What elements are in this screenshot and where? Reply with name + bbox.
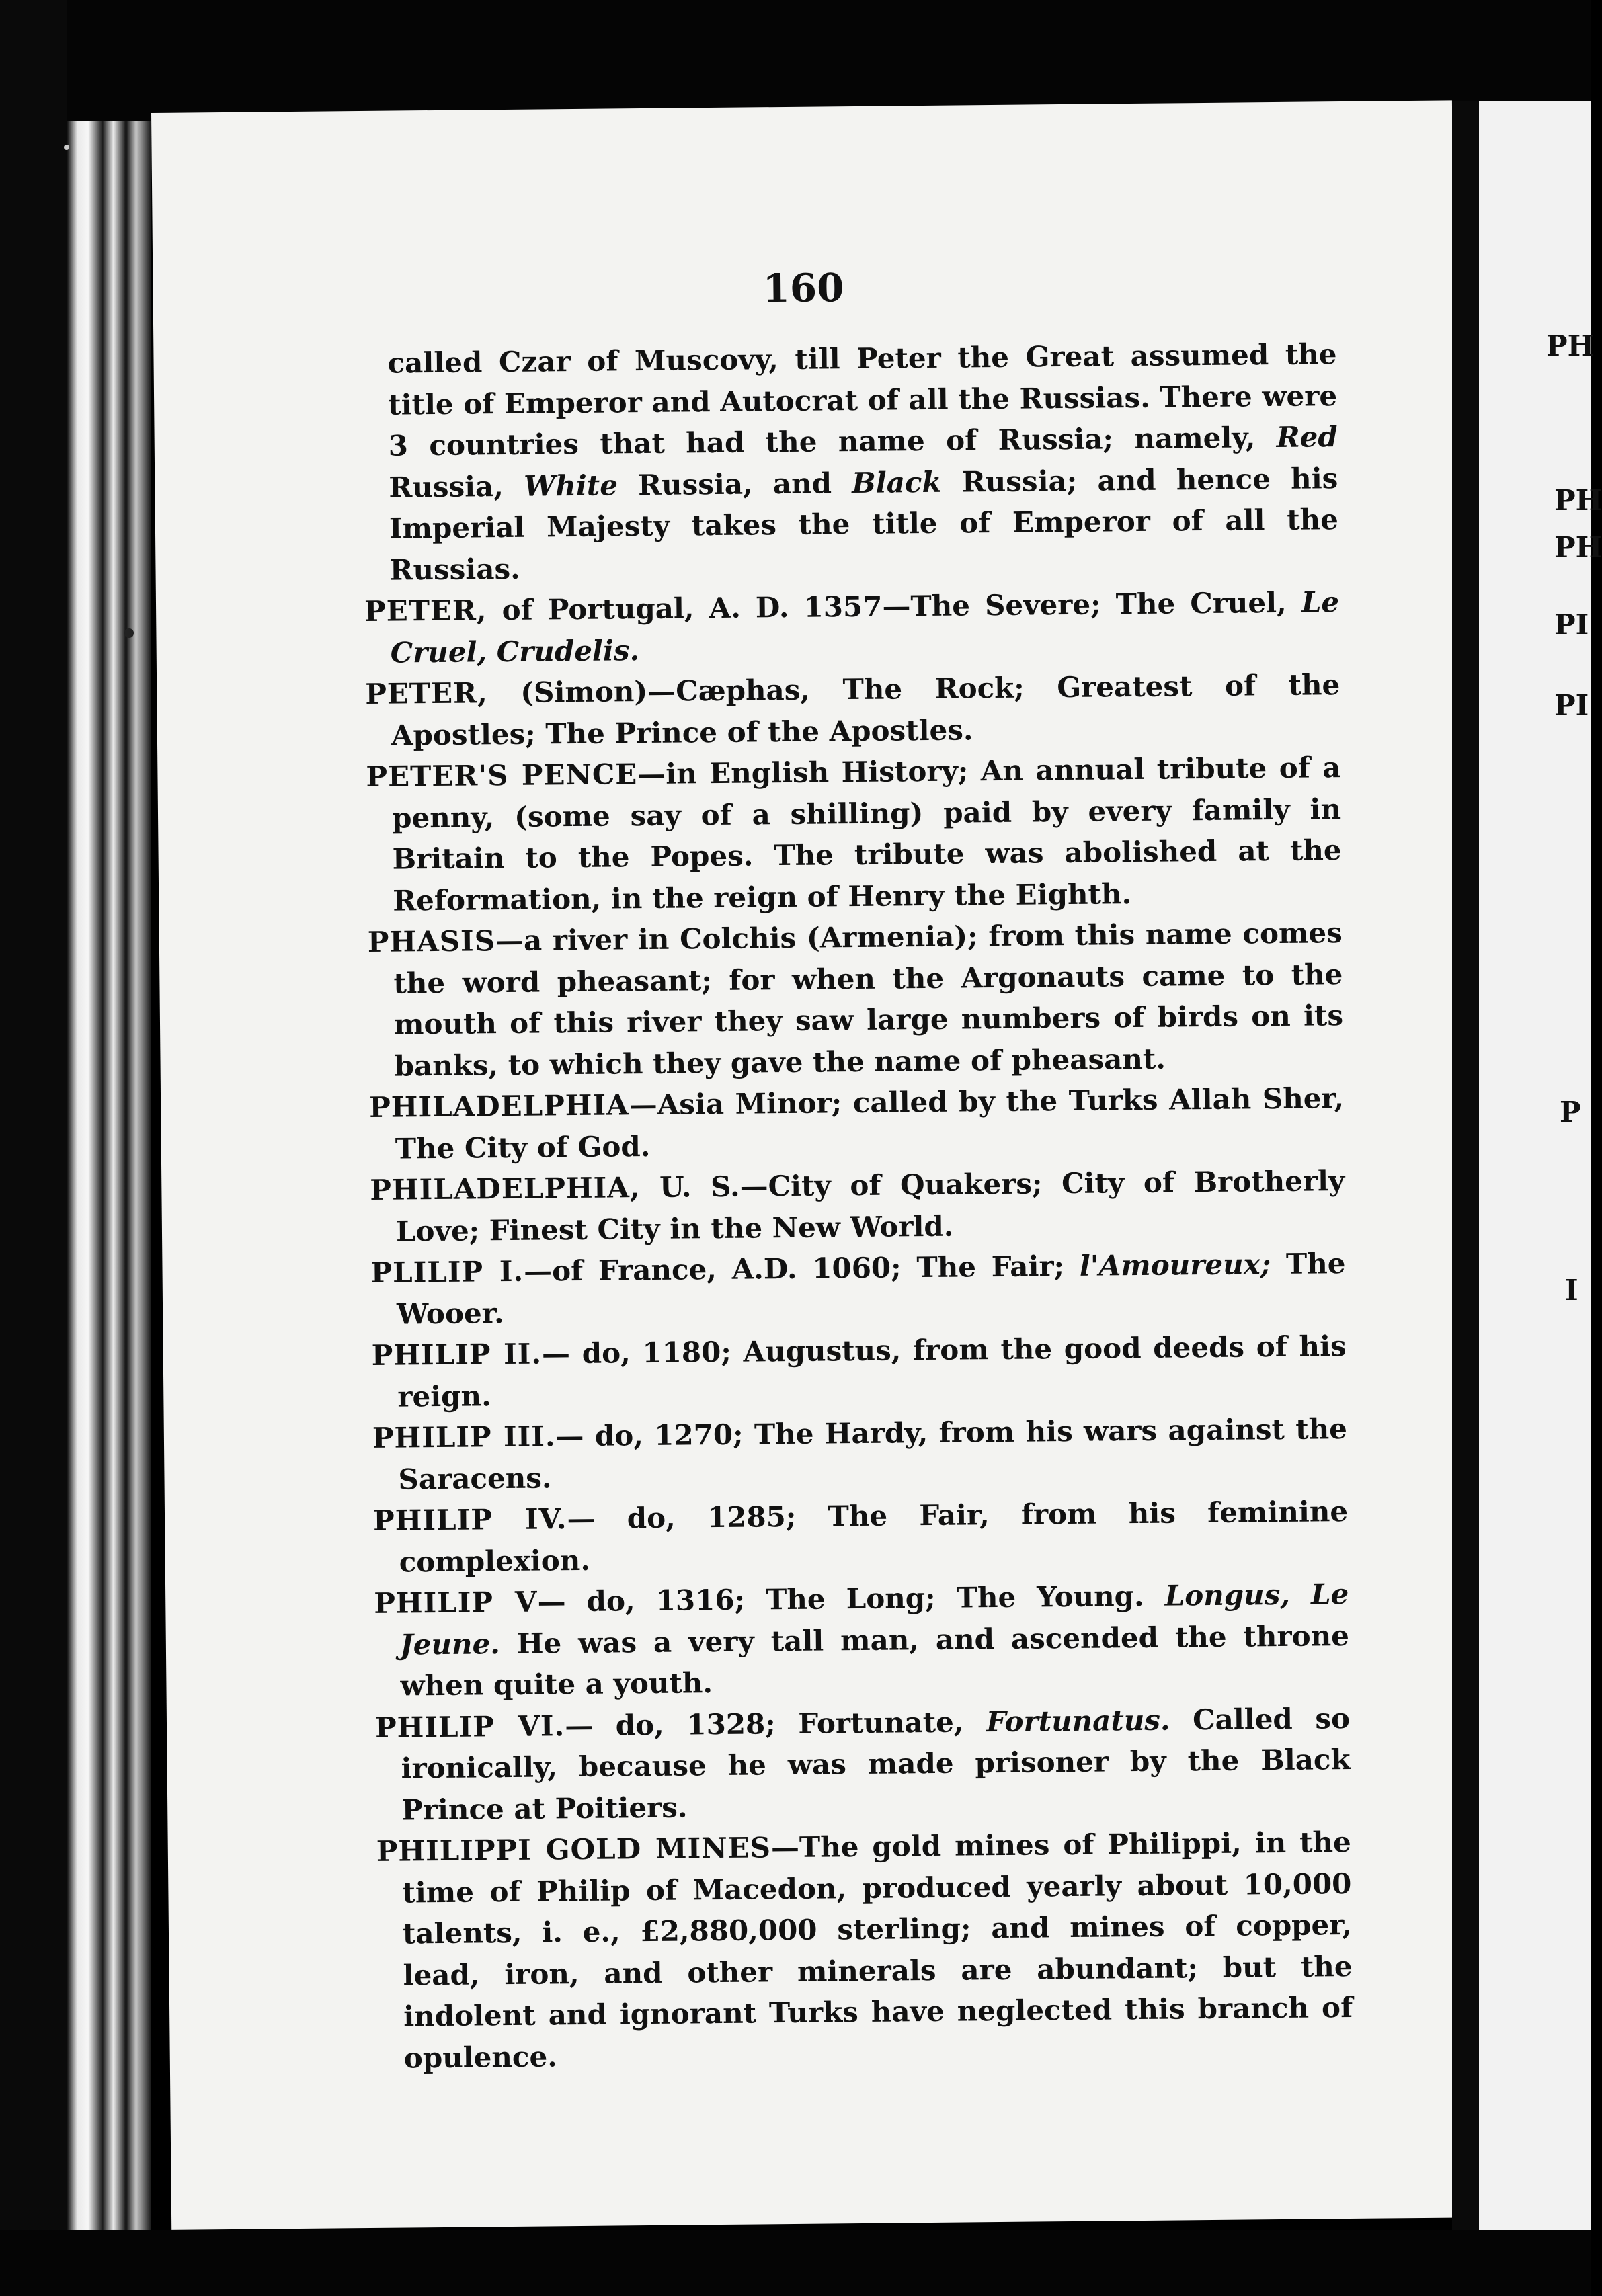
dictionary-entry <box>366 747 1342 921</box>
book-page <box>151 100 1472 2229</box>
entry-text: Called so ironically, because he was made prisoner by the Black Prince at Poitiers. <box>401 1701 1351 1827</box>
italic-text: Fortunatus. <box>986 1703 1170 1738</box>
page-body <box>362 333 1353 2079</box>
book-spine <box>67 121 151 2245</box>
facing-page-fragment: I <box>1565 1274 1578 1307</box>
entry-headword: PHILIP VI. <box>374 1709 565 1744</box>
facing-page-fragment: PI <box>1554 608 1589 641</box>
page-gutter <box>1452 101 1479 2245</box>
entry-text: — do, 1270; The Hardy, from his wars against the Saracens. <box>398 1412 1348 1496</box>
facing-page-fragment: PH <box>1546 329 1595 362</box>
facing-page-fragment: PH <box>1554 531 1602 564</box>
entry-headword: PLILIP I. <box>370 1254 524 1289</box>
scan-bottom-border <box>0 2230 1591 2296</box>
entry-headword: PETER'S PENCE <box>366 757 638 793</box>
continued-entry <box>362 333 1338 591</box>
italic-text: Red <box>1276 420 1338 454</box>
entry-text: —of France, A.D. 1060; The Fair; <box>523 1249 1080 1288</box>
entry-text: The Wooer. <box>396 1247 1346 1331</box>
dictionary-entry <box>375 1697 1351 1830</box>
italic-text: Le Cruel, Crudelis. <box>390 585 1340 669</box>
entry-headword: PHASIS <box>367 924 496 958</box>
entry-text: — do, 1328; Fortunate, <box>564 1705 987 1742</box>
entry-headword: PHILIPPI GOLD MINES <box>376 1831 772 1868</box>
entry-text: —The gold mines of Philippi, in the time of Philip of Macedon, produced yearly about 10,000 talents, i. e., £2,880,000 sterling; and mines of copper, lead, iron, and other minerals are abundant; but the indolent and ignorant Turks have neglected this branch of opulence. <box>402 1825 1353 2075</box>
entry-text: — do, 1316; The Long; The Young. <box>537 1579 1165 1618</box>
scan-speck <box>124 628 134 638</box>
facing-page-fragment: P <box>1560 1096 1581 1129</box>
facing-page-fragment: PI <box>1554 689 1589 722</box>
dictionary-entry <box>370 1243 1346 1335</box>
italic-text: l'Amoureux; <box>1079 1247 1271 1282</box>
entry-headword: PHILIP III. <box>372 1420 556 1454</box>
entry-text: He was a very tall man, and ascended the throne when quite a youth. <box>400 1618 1350 1703</box>
entry-text: Russia, and <box>617 466 852 501</box>
entry-headword: PHILADELPHIA, <box>370 1171 641 1206</box>
dictionary-entry <box>372 1408 1348 1500</box>
dictionary-entry <box>368 912 1344 1087</box>
entry-text: —a river in Colchis (Armenia); from this name comes the word pheasant; for when the Argonauts came to the mouth of this river they saw large numbers of birds on its banks, to which they gave the name of pheasant. <box>393 916 1344 1083</box>
entry-text: — do, 1180; Augustus, from the good deeds of his reign. <box>397 1329 1347 1413</box>
dictionary-entry <box>373 1491 1349 1583</box>
entry-headword: PHILIP II. <box>371 1337 543 1372</box>
italic-text: Longus, Le Jeune. <box>399 1577 1349 1662</box>
page-number: 160 <box>762 265 844 312</box>
entry-text: U. S.—City of Quakers; City of Brotherly Love; Finest City in the New World. <box>395 1164 1345 1248</box>
entry-headword: PETER, <box>364 593 487 628</box>
entry-text: — do, 1285; The Fair, from his feminine complexion. <box>399 1495 1349 1579</box>
dictionary-entry <box>365 664 1340 756</box>
entry-text: of Portugal, A. D. 1357—The Severe; The Cruel, <box>487 585 1302 627</box>
dictionary-entry <box>364 581 1340 673</box>
dictionary-entry <box>370 1160 1345 1252</box>
entry-text: (Simon)—Cæphas, The Rock; Greatest of the Apostles; The Prince of the Apostles. <box>391 668 1340 752</box>
entry-headword: PHILIP V <box>374 1585 538 1620</box>
entry-text: Russia; and hence his Imperial Majesty takes the title of Emperor of all the Russias. <box>389 461 1339 587</box>
entry-headword: PETER, <box>365 676 488 710</box>
italic-text: Black <box>852 465 942 499</box>
entry-text: called Czar of Muscovy, till Peter the Great assumed the title of Emperor and Autocrat of all the Russias. There were 3 countries that had the name of Russia; namely, <box>387 337 1338 462</box>
entry-text: Russia, <box>389 469 524 504</box>
entry-headword: PHILADELPHIA <box>368 1088 629 1124</box>
scan-left-border <box>0 0 67 2296</box>
dictionary-entry <box>376 1821 1353 2079</box>
entry-text: —Asia Minor; called by the Turks Allah Sher, The City of God. <box>395 1081 1345 1165</box>
dictionary-entry <box>369 1077 1345 1170</box>
italic-text: White <box>523 468 618 503</box>
dictionary-entry <box>374 1573 1350 1707</box>
entry-headword: PHILIP IV. <box>372 1502 567 1537</box>
facing-page-fragment: PH <box>1554 484 1602 517</box>
scan-speck <box>64 145 69 150</box>
entry-text: —in English History; An annual tribute of a penny, (some say of a shilling) paid by every family in Britain to the Popes. The tribute was abolished at the Reformation, in the reign of Henry the Eighth. <box>391 751 1342 917</box>
dictionary-entry <box>371 1325 1347 1418</box>
facing-page-edge <box>1479 101 1602 2245</box>
